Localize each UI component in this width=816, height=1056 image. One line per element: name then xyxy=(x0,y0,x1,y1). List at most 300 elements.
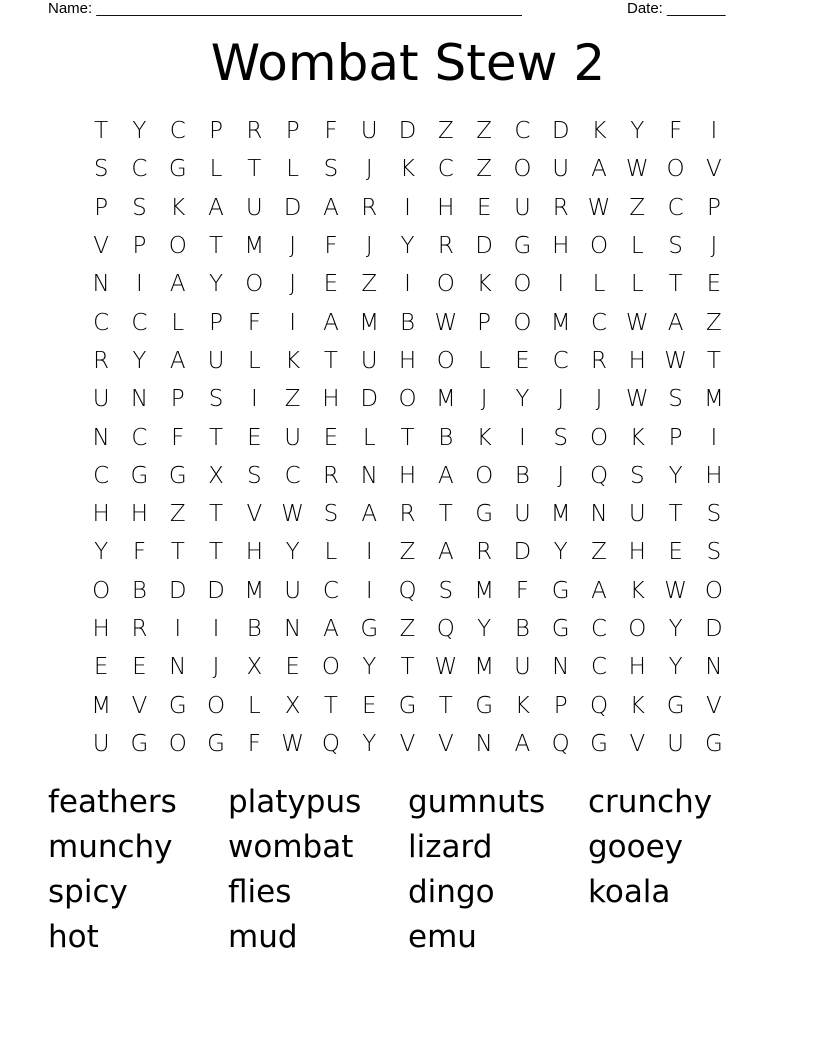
grid-letter: D xyxy=(551,118,570,145)
date-field-label: Date: _______ xyxy=(627,0,726,17)
grid-letter: T xyxy=(209,233,224,260)
grid-letter: H xyxy=(92,616,110,642)
grid-letter: E xyxy=(285,654,300,681)
grid-letter: Y xyxy=(553,539,568,566)
grid-letter: Z xyxy=(706,309,722,336)
grid-letter: C xyxy=(590,309,608,336)
grid-letter: O xyxy=(589,233,609,260)
grid-letter: N xyxy=(130,386,149,413)
grid-letter: W xyxy=(434,654,458,681)
grid-letter: C xyxy=(93,309,110,336)
grid-letter: T xyxy=(94,118,109,145)
grid-letter: M xyxy=(244,577,265,604)
grid-letter: O xyxy=(206,692,226,719)
grid-letter: X xyxy=(284,692,301,719)
grid-letter: L xyxy=(286,156,300,183)
grid-letter: W xyxy=(281,501,304,528)
grid-letter: T xyxy=(170,539,185,566)
grid-letter: I xyxy=(710,118,718,145)
grid-letter: N xyxy=(169,654,187,681)
grid-letter: P xyxy=(285,118,300,145)
grid-letter: U xyxy=(360,347,378,374)
grid-letter: A xyxy=(437,539,454,566)
grid-letter: L xyxy=(247,347,261,374)
grid-letter: P xyxy=(668,424,683,451)
grid-letter: A xyxy=(323,616,339,642)
grid-letter: W xyxy=(664,577,687,604)
grid-letter: Q xyxy=(589,462,609,489)
grid-letter: P xyxy=(553,692,568,719)
grid-letter: J xyxy=(480,386,488,413)
grid-letter: K xyxy=(170,194,186,221)
grid-letter: U xyxy=(245,194,263,221)
grid-letter: T xyxy=(400,654,415,681)
page-title: Wombat Stew 2 xyxy=(210,34,606,92)
grid-letter: E xyxy=(132,654,147,681)
grid-letter: U xyxy=(552,156,570,183)
grid-letter: G xyxy=(551,577,570,604)
grid-letter: G xyxy=(475,692,494,719)
grid-letter: S xyxy=(438,577,454,604)
grid-letter: S xyxy=(553,424,569,451)
grid-letter: M xyxy=(91,692,112,719)
grid-letter: I xyxy=(365,577,373,604)
name-field-label: Name: ___________________________________________________ xyxy=(48,0,522,17)
word-list-item: hot xyxy=(48,919,99,955)
grid-letter: E xyxy=(361,692,377,719)
grid-letter: O xyxy=(628,616,647,642)
grid-letter: A xyxy=(323,194,339,221)
grid-letter: Z xyxy=(399,616,416,642)
grid-letter: B xyxy=(399,309,416,336)
grid-letter: W xyxy=(587,194,611,221)
grid-letter: P xyxy=(170,386,185,413)
grid-letter: R xyxy=(246,118,263,145)
grid-letter: O xyxy=(513,271,532,298)
grid-letter: F xyxy=(515,577,530,604)
grid-letter: V xyxy=(131,692,148,719)
grid-letter: X xyxy=(208,462,224,489)
grid-letter: O xyxy=(92,577,111,604)
grid-letter: C xyxy=(552,347,569,374)
grid-letter: A xyxy=(169,347,186,374)
grid-letter: N xyxy=(284,616,302,642)
grid-letter: G xyxy=(130,730,149,757)
grid-letter: O xyxy=(513,309,532,336)
grid-letter: N xyxy=(552,654,570,681)
grid-letter: M xyxy=(550,501,571,528)
grid-letter: W xyxy=(625,309,649,336)
grid-letter: L xyxy=(630,271,644,298)
grid-letter: Y xyxy=(362,730,377,757)
grid-letter: O xyxy=(436,347,455,374)
grid-letter: G xyxy=(207,730,225,757)
grid-letter: I xyxy=(136,271,143,298)
word-list-item: crunchy xyxy=(588,784,713,820)
grid-letter: W xyxy=(281,730,304,757)
grid-letter: D xyxy=(168,577,187,604)
grid-letter: N xyxy=(92,424,110,451)
grid-letter: S xyxy=(93,156,109,183)
grid-letter: V xyxy=(706,156,722,183)
grid-letter: P xyxy=(209,309,223,336)
grid-letter: K xyxy=(399,156,416,183)
grid-letter: B xyxy=(131,577,147,604)
grid-letter: K xyxy=(629,692,645,719)
grid-letter: J xyxy=(212,654,220,681)
grid-letter: E xyxy=(515,347,530,374)
grid-letter: V xyxy=(246,501,263,528)
grid-letter: C xyxy=(667,194,684,221)
grid-letter: U xyxy=(284,577,302,604)
grid-letter: A xyxy=(361,501,378,528)
word-list-item: emu xyxy=(408,919,477,955)
grid-letter: T xyxy=(209,424,224,451)
grid-letter: B xyxy=(246,616,262,642)
grid-letter: D xyxy=(207,577,225,604)
grid-letter: C xyxy=(322,577,339,604)
grid-letter: L xyxy=(324,539,338,566)
grid-letter: V xyxy=(706,692,722,719)
grid-letter: V xyxy=(629,730,646,757)
grid-letter: Y xyxy=(285,539,300,566)
grid-letter: Y xyxy=(668,462,683,489)
grid-letter: S xyxy=(323,156,339,183)
grid-letter: H xyxy=(398,347,417,374)
grid-letter: C xyxy=(437,156,454,183)
grid-letter: L xyxy=(362,424,376,451)
grid-letter: J xyxy=(365,156,373,183)
grid-letter: P xyxy=(209,118,223,145)
grid-letter: T xyxy=(438,692,453,719)
grid-letter: I xyxy=(365,539,373,566)
grid-letter: H xyxy=(398,462,417,489)
grid-letter: R xyxy=(437,233,454,260)
grid-letter: Y xyxy=(400,233,415,260)
grid-letter: C xyxy=(590,654,608,681)
grid-letter: Q xyxy=(398,577,417,604)
grid-letter: W xyxy=(625,386,649,413)
grid-letter: O xyxy=(398,386,417,413)
word-list-item: gumnuts xyxy=(408,784,546,820)
grid-letter: Z xyxy=(169,501,186,528)
word-list-item: wombat xyxy=(228,829,354,865)
grid-letter: I xyxy=(557,271,565,298)
grid-letter: U xyxy=(513,194,531,221)
grid-letter: U xyxy=(92,386,110,413)
grid-letter: R xyxy=(131,616,148,642)
grid-letter: O xyxy=(168,730,187,757)
grid-letter: A xyxy=(208,194,224,221)
grid-letter: S xyxy=(323,501,339,528)
grid-letter: K xyxy=(514,692,530,719)
grid-letter: C xyxy=(514,118,531,145)
grid-letter: G xyxy=(590,730,608,757)
grid-letter: K xyxy=(476,271,492,298)
grid-letter: H xyxy=(628,539,646,566)
grid-letter: F xyxy=(247,309,261,336)
grid-letter: Z xyxy=(629,194,646,221)
letter-grid xyxy=(82,112,733,763)
grid-letter: P xyxy=(94,194,109,221)
grid-letter: I xyxy=(212,616,220,642)
grid-letter: S xyxy=(706,539,722,566)
grid-letter: C xyxy=(131,309,148,336)
grid-letter: N xyxy=(590,501,608,528)
grid-letter: J xyxy=(595,386,603,413)
grid-letter: I xyxy=(519,424,526,451)
grid-letter: C xyxy=(590,616,608,642)
grid-letter: S xyxy=(247,462,262,489)
word-list-item: feathers xyxy=(48,784,177,820)
grid-letter: U xyxy=(360,118,378,145)
grid-letter: L xyxy=(592,271,606,298)
grid-letter: G xyxy=(475,501,494,528)
grid-letter: Z xyxy=(476,156,492,183)
grid-letter: H xyxy=(92,501,110,528)
grid-letter: U xyxy=(513,654,531,681)
grid-letter: Z xyxy=(284,386,301,413)
grid-letter: O xyxy=(704,577,723,604)
grid-letter: U xyxy=(513,501,531,528)
grid-letter: A xyxy=(514,730,531,757)
grid-letter: E xyxy=(247,424,262,451)
grid-letter: S xyxy=(208,386,224,413)
grid-letter: Y xyxy=(362,654,377,681)
grid-letter: N xyxy=(360,462,378,489)
grid-letter: A xyxy=(169,271,186,298)
grid-letter: T xyxy=(668,271,683,298)
grid-letter: G xyxy=(513,233,532,260)
grid-letter: D xyxy=(398,118,417,145)
grid-letter: Y xyxy=(132,347,147,374)
grid-letter: D xyxy=(475,233,493,260)
grid-letter: H xyxy=(705,462,723,489)
grid-letter: U xyxy=(92,730,110,757)
grid-letter: F xyxy=(247,730,261,757)
grid-letter: U xyxy=(628,501,646,528)
grid-letter: W xyxy=(625,156,649,183)
grid-letter: F xyxy=(132,539,147,566)
grid-letter: O xyxy=(513,156,532,183)
grid-letter: N xyxy=(705,654,723,681)
grid-letter: G xyxy=(168,156,187,183)
grid-letter: G xyxy=(168,462,187,489)
word-list-item: dingo xyxy=(408,874,495,910)
grid-letter: O xyxy=(666,156,685,183)
grid-letter: A xyxy=(591,156,607,183)
grid-letter: Z xyxy=(591,539,607,566)
grid-letter: G xyxy=(168,692,187,719)
grid-letter: J xyxy=(289,233,297,260)
grid-letter: Q xyxy=(436,616,455,642)
grid-letter: T xyxy=(706,347,721,374)
grid-letter: P xyxy=(706,194,721,221)
grid-letter: P xyxy=(132,233,147,260)
word-list-item: gooey xyxy=(588,829,684,865)
grid-letter: G xyxy=(551,616,570,642)
grid-letter: J xyxy=(365,233,373,260)
grid-letter: V xyxy=(399,730,416,757)
grid-letter: K xyxy=(476,424,492,451)
grid-letter: U xyxy=(284,424,302,451)
grid-letter: Y xyxy=(209,271,224,298)
grid-letter: M xyxy=(474,577,495,604)
grid-letter: S xyxy=(668,386,683,413)
grid-letter: Y xyxy=(668,654,683,681)
grid-letter: H xyxy=(628,347,646,374)
grid-letter: M xyxy=(550,309,571,336)
grid-letter: L xyxy=(171,309,185,336)
grid-letter: W xyxy=(434,309,458,336)
grid-letter: A xyxy=(667,309,684,336)
word-list-item: munchy xyxy=(48,829,173,865)
word-list-item: flies xyxy=(228,874,292,910)
grid-letter: S xyxy=(630,462,645,489)
word-list xyxy=(48,780,768,960)
grid-letter: L xyxy=(477,347,491,374)
grid-letter: H xyxy=(130,501,149,528)
grid-letter: Y xyxy=(94,539,109,566)
grid-letter: Y xyxy=(132,118,147,145)
grid-letter: D xyxy=(360,386,379,413)
grid-letter: D xyxy=(705,616,723,642)
grid-letter: K xyxy=(285,347,301,374)
grid-letter: T xyxy=(323,692,338,719)
word-list-item: platypus xyxy=(228,784,362,820)
grid-letter: L xyxy=(630,233,644,260)
grid-letter: Q xyxy=(589,692,609,719)
grid-letter: Z xyxy=(476,118,492,145)
grid-letter: K xyxy=(629,577,645,604)
grid-letter: H xyxy=(245,539,263,566)
grid-letter: L xyxy=(209,156,223,183)
grid-letter: R xyxy=(552,194,569,221)
grid-letter: V xyxy=(93,233,110,260)
grid-letter: O xyxy=(475,462,494,489)
grid-letter: T xyxy=(323,347,338,374)
grid-letter: D xyxy=(283,194,302,221)
grid-letter: K xyxy=(591,118,607,145)
grid-letter: O xyxy=(245,271,264,298)
grid-letter: R xyxy=(93,347,110,374)
grid-letter: Y xyxy=(515,386,530,413)
grid-letter: E xyxy=(706,271,722,298)
grid-letter: Z xyxy=(361,271,378,298)
grid-letter: G xyxy=(360,616,379,642)
grid-letter: E xyxy=(668,539,683,566)
grid-letter: I xyxy=(174,616,182,642)
grid-letter: O xyxy=(436,271,455,298)
grid-letter: M xyxy=(244,233,265,260)
grid-letter: I xyxy=(404,271,411,298)
grid-letter: W xyxy=(664,347,687,374)
grid-letter: C xyxy=(169,118,186,145)
grid-letter: G xyxy=(666,692,685,719)
grid-letter: J xyxy=(557,462,565,489)
word-list-item: lizard xyxy=(408,829,493,865)
grid-letter: F xyxy=(171,424,185,451)
grid-letter: T xyxy=(209,501,224,528)
grid-letter: E xyxy=(476,194,492,221)
grid-letter: F xyxy=(324,118,338,145)
word-list-item: spicy xyxy=(48,874,128,910)
grid-letter: S xyxy=(668,233,683,260)
grid-letter: E xyxy=(323,424,339,451)
grid-letter: R xyxy=(591,347,607,374)
grid-letter: R xyxy=(476,539,493,566)
grid-letter: J xyxy=(710,233,718,260)
grid-letter: A xyxy=(591,577,607,604)
grid-letter: R xyxy=(361,194,378,221)
grid-letter: T xyxy=(209,539,224,566)
grid-letter: Q xyxy=(321,730,340,757)
grid-letter: I xyxy=(289,309,297,336)
grid-letter: C xyxy=(131,156,148,183)
grid-letter: A xyxy=(323,309,339,336)
grid-letter: H xyxy=(552,233,570,260)
grid-letter: O xyxy=(168,233,187,260)
grid-letter: B xyxy=(438,424,454,451)
grid-letter: U xyxy=(667,730,685,757)
grid-letter: E xyxy=(323,271,339,298)
grid-letter: B xyxy=(514,462,530,489)
grid-letter: H xyxy=(437,194,455,221)
grid-letter: X xyxy=(246,654,263,681)
grid-letter: Z xyxy=(399,539,416,566)
grid-letter: G xyxy=(398,692,417,719)
grid-letter: M xyxy=(435,386,456,413)
grid-letter: S xyxy=(706,501,722,528)
grid-letter: T xyxy=(668,501,683,528)
grid-letter: A xyxy=(437,462,454,489)
grid-letter: H xyxy=(628,654,646,681)
grid-letter: N xyxy=(92,271,110,298)
grid-letter: F xyxy=(324,233,338,260)
grid-letter: U xyxy=(207,347,225,374)
grid-letter: S xyxy=(132,194,147,221)
grid-letter: G xyxy=(130,462,149,489)
grid-letter: P xyxy=(477,309,492,336)
grid-letter: I xyxy=(710,424,718,451)
header-row xyxy=(48,0,748,20)
grid-letter: Y xyxy=(630,118,645,145)
grid-letter: Y xyxy=(668,616,683,642)
grid-letter: O xyxy=(589,424,609,451)
grid-letter: C xyxy=(284,462,301,489)
grid-letter: F xyxy=(668,118,683,145)
grid-letter: R xyxy=(399,501,416,528)
grid-letter: T xyxy=(400,424,415,451)
grid-letter: D xyxy=(513,539,532,566)
grid-letter: G xyxy=(704,730,723,757)
grid-letter: R xyxy=(322,462,339,489)
grid-letter: C xyxy=(131,424,148,451)
grid-letter: V xyxy=(437,730,454,757)
word-list-item: mud xyxy=(228,919,298,955)
grid-letter: I xyxy=(250,386,258,413)
grid-letter: I xyxy=(404,194,411,221)
grid-letter: T xyxy=(438,501,453,528)
grid-letter: J xyxy=(289,271,297,298)
grid-letter: N xyxy=(475,730,493,757)
grid-letter: H xyxy=(322,386,340,413)
grid-letter: C xyxy=(93,462,110,489)
grid-letter: Q xyxy=(551,730,570,757)
grid-letter: E xyxy=(93,654,109,681)
grid-letter: M xyxy=(359,309,380,336)
grid-letter: O xyxy=(321,654,340,681)
